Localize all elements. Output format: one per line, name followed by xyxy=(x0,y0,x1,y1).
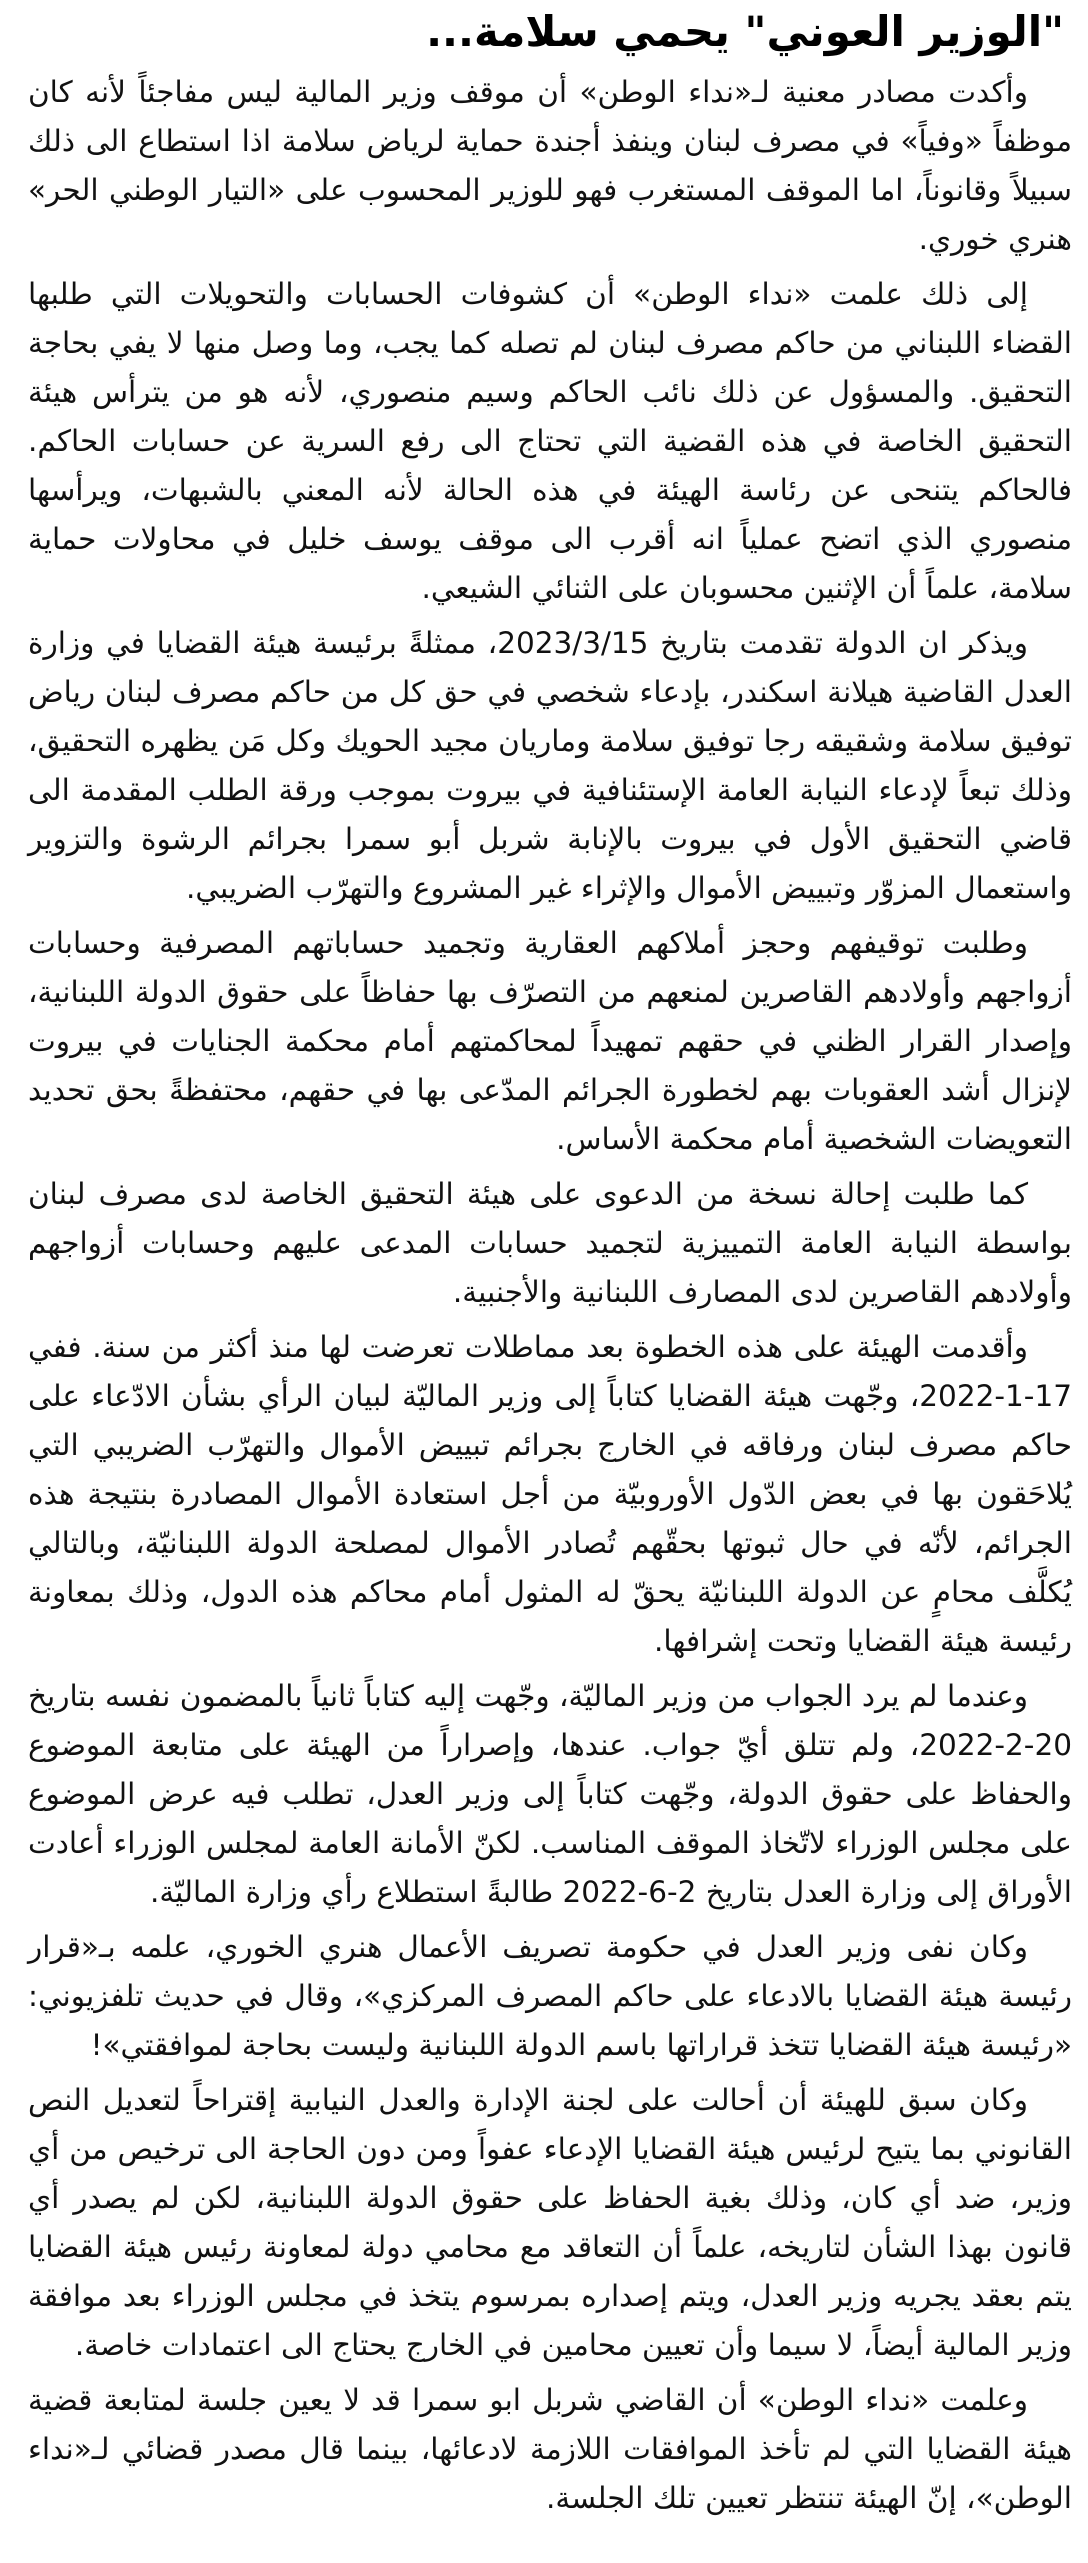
headline: "الوزير العوني" يحمي سلامة... xyxy=(426,7,1064,56)
article-body xyxy=(28,68,1072,2523)
paragraph: وكان سبق للهيئة أن أحالت على لجنة الإدارة والعدل النيابية إقتراحاً لتعديل النص القانوني بما يتيح لرئيس هيئة القضايا الإدعاء عفواً ومن دون الحاجة الى ترخيص من أي وزير، ضد أي كان، وذلك بغية الحفاظ على حقوق الدولة اللبنانية، لكن لم يصدر أي قانون بهذا الشأن لتاريخه، علماً أن التعاقد مع محامي دولة لمعاونة رئيس هيئة القضايا يتم بعقد يجريه وزير العدل، ويتم إصداره بمرسوم يتخذ في مجلس الوزراء بعد موافقة وزير المالية أيضاً، لا سيما وأن تعيين محامين في الخارج يحتاج الى اعتمادات خاصة. xyxy=(28,2083,1072,2362)
paragraph: وطلبت توقيفهم وحجز أملاكهم العقارية وتجميد حساباتهم المصرفية وحسابات أزواجهم وأولادهم القاصرين لمنعهم من التصرّف بها حفاظاً على حقوق الدولة اللبنانية، وإصدار القرار الظني في حقهم تمهيداً لمحاكمتهم أمام محكمة الجنايات في بيروت لإنزال أشد العقوبات بهم لخطورة الجرائم المدّعى بها في حقهم، محتفظةً بحق تحديد التعويضات الشخصية أمام محكمة الأساس. xyxy=(28,926,1072,1156)
paragraph: وأقدمت الهيئة على هذه الخطوة بعد مماطلات تعرضت لها منذ أكثر من سنة. ففي 17-1-2022، وجّهت هيئة القضايا كتاباً إلى وزير الماليّة لبيان الرأي بشأن الادّعاء على حاكم مصرف لبنان ورفاقه في الخارج بجرائم تبييض الأموال والتهرّب الضريبي التي يُلاحَقون بها في بعض الدّول الأوروبيّة من أجل استعادة الأموال المصادرة بنتيجة هذه الجرائم، لأنّه في حال ثبوتها بحقّهم تُصادر الأموال لمصلحة الدولة اللبنانيّة، وبالتالي يُكلَّف محامٍ عن الدولة اللبنانيّة يحقّ له المثول أمام محاكم هذه الدول، وذلك بمعاونة رئيسة هيئة القضايا وتحت إشرافها. xyxy=(28,1330,1072,1658)
paragraph: وكان نفى وزير العدل في حكومة تصريف الأعمال هنري الخوري، علمه بـ«قرار رئيسة هيئة القضايا بالادعاء على حاكم المصرف المركزي»، وقال في حديث تلفزيوني: «رئيسة هيئة القضايا تتخذ قراراتها باسم الدولة اللبنانية وليست بحاجة لموافقتي»! xyxy=(28,1930,1072,2062)
paragraph: وعندما لم يرد الجواب من وزير الماليّة، وجّهت إليه كتاباً ثانياً بالمضمون نفسه بتاريخ 20-2-2022، ولم تتلق أيّ جواب. عندها، وإصراراً من الهيئة على متابعة الموضوع والحفاظ على حقوق الدولة، وجّهت كتاباً إلى وزير العدل، تطلب فيه عرض الموضوع على مجلس الوزراء لاتّخاذ الموقف المناسب. لكنّ الأمانة العامة لمجلس الوزراء أعادت الأوراق إلى وزارة العدل بتاريخ 2-6-2022 طالبةً استطلاع رأي وزارة الماليّة. xyxy=(28,1679,1072,1909)
paragraph: وأكدت مصادر معنية لـ«نداء الوطن» أن موقف وزير المالية ليس مفاجئاً لأنه كان موظفاً «وفياً» في مصرف لبنان وينفذ أجندة حماية لرياض سلامة اذا استطاع الى ذلك سبيلاً وقانوناً، اما الموقف المستغرب فهو للوزير المحسوب على «التيار الوطني الحر» هنري خوري. xyxy=(28,75,1072,256)
paragraph: ويذكر ان الدولة تقدمت بتاريخ 2023/3/15، ممثلةً برئيسة هيئة القضايا في وزارة العدل القاضية هيلانة اسكندر، بإدعاء شخصي في حق كل من حاكم مصرف لبنان رياض توفيق سلامة وشقيقه رجا توفيق سلامة وماريان مجيد الحويك وكل مَن يظهره التحقيق، وذلك تبعاً لإدعاء النيابة العامة الإستئنافية في بيروت بموجب ورقة الطلب المقدمة الى قاضي التحقيق الأول في بيروت بالإنابة شربل أبو سمرا بجرائم الرشوة والتزوير واستعمال المزوّر وتبييض الأموال والإثراء غير المشروع والتهرّب الضريبي. xyxy=(28,626,1072,905)
paragraph: كما طلبت إحالة نسخة من الدعوى على هيئة التحقيق الخاصة لدى مصرف لبنان بواسطة النيابة العامة التمييزية لتجميد حسابات المدعى عليهم وحسابات أزواجهم وأولادهم القاصرين لدى المصارف اللبنانية والأجنبية. xyxy=(28,1177,1072,1309)
paragraph: وعلمت «نداء الوطن» أن القاضي شربل ابو سمرا قد لا يعين جلسة لمتابعة قضية هيئة القضايا التي لم تأخذ الموافقات اللازمة لادعائها، بينما قال مصدر قضائي لـ«نداء الوطن»، إنّ الهيئة تنتظر تعيين تلك الجلسة. xyxy=(28,2383,1072,2515)
paragraph: إلى ذلك علمت «نداء الوطن» أن كشوفات الحسابات والتحويلات التي طلبها القضاء اللبناني من حاكم مصرف لبنان لم تصله كما يجب، وما وصل منها لا يفي بحاجة التحقيق. والمسؤول عن ذلك نائب الحاكم وسيم منصوري، لأنه هو من يترأس هيئة التحقيق الخاصة في هذه القضية التي تحتاج الى رفع السرية عن حسابات الحاكم. فالحاكم يتنحى عن رئاسة الهيئة في هذه الحالة لأنه المعني بالشبهات، ويرأسها منصوري الذي اتضح عملياً انه أقرب الى موقف يوسف خليل في محاولات حماية سلامة، علماً أن الإثنين محسوبان على الثنائي الشيعي. xyxy=(28,277,1072,605)
